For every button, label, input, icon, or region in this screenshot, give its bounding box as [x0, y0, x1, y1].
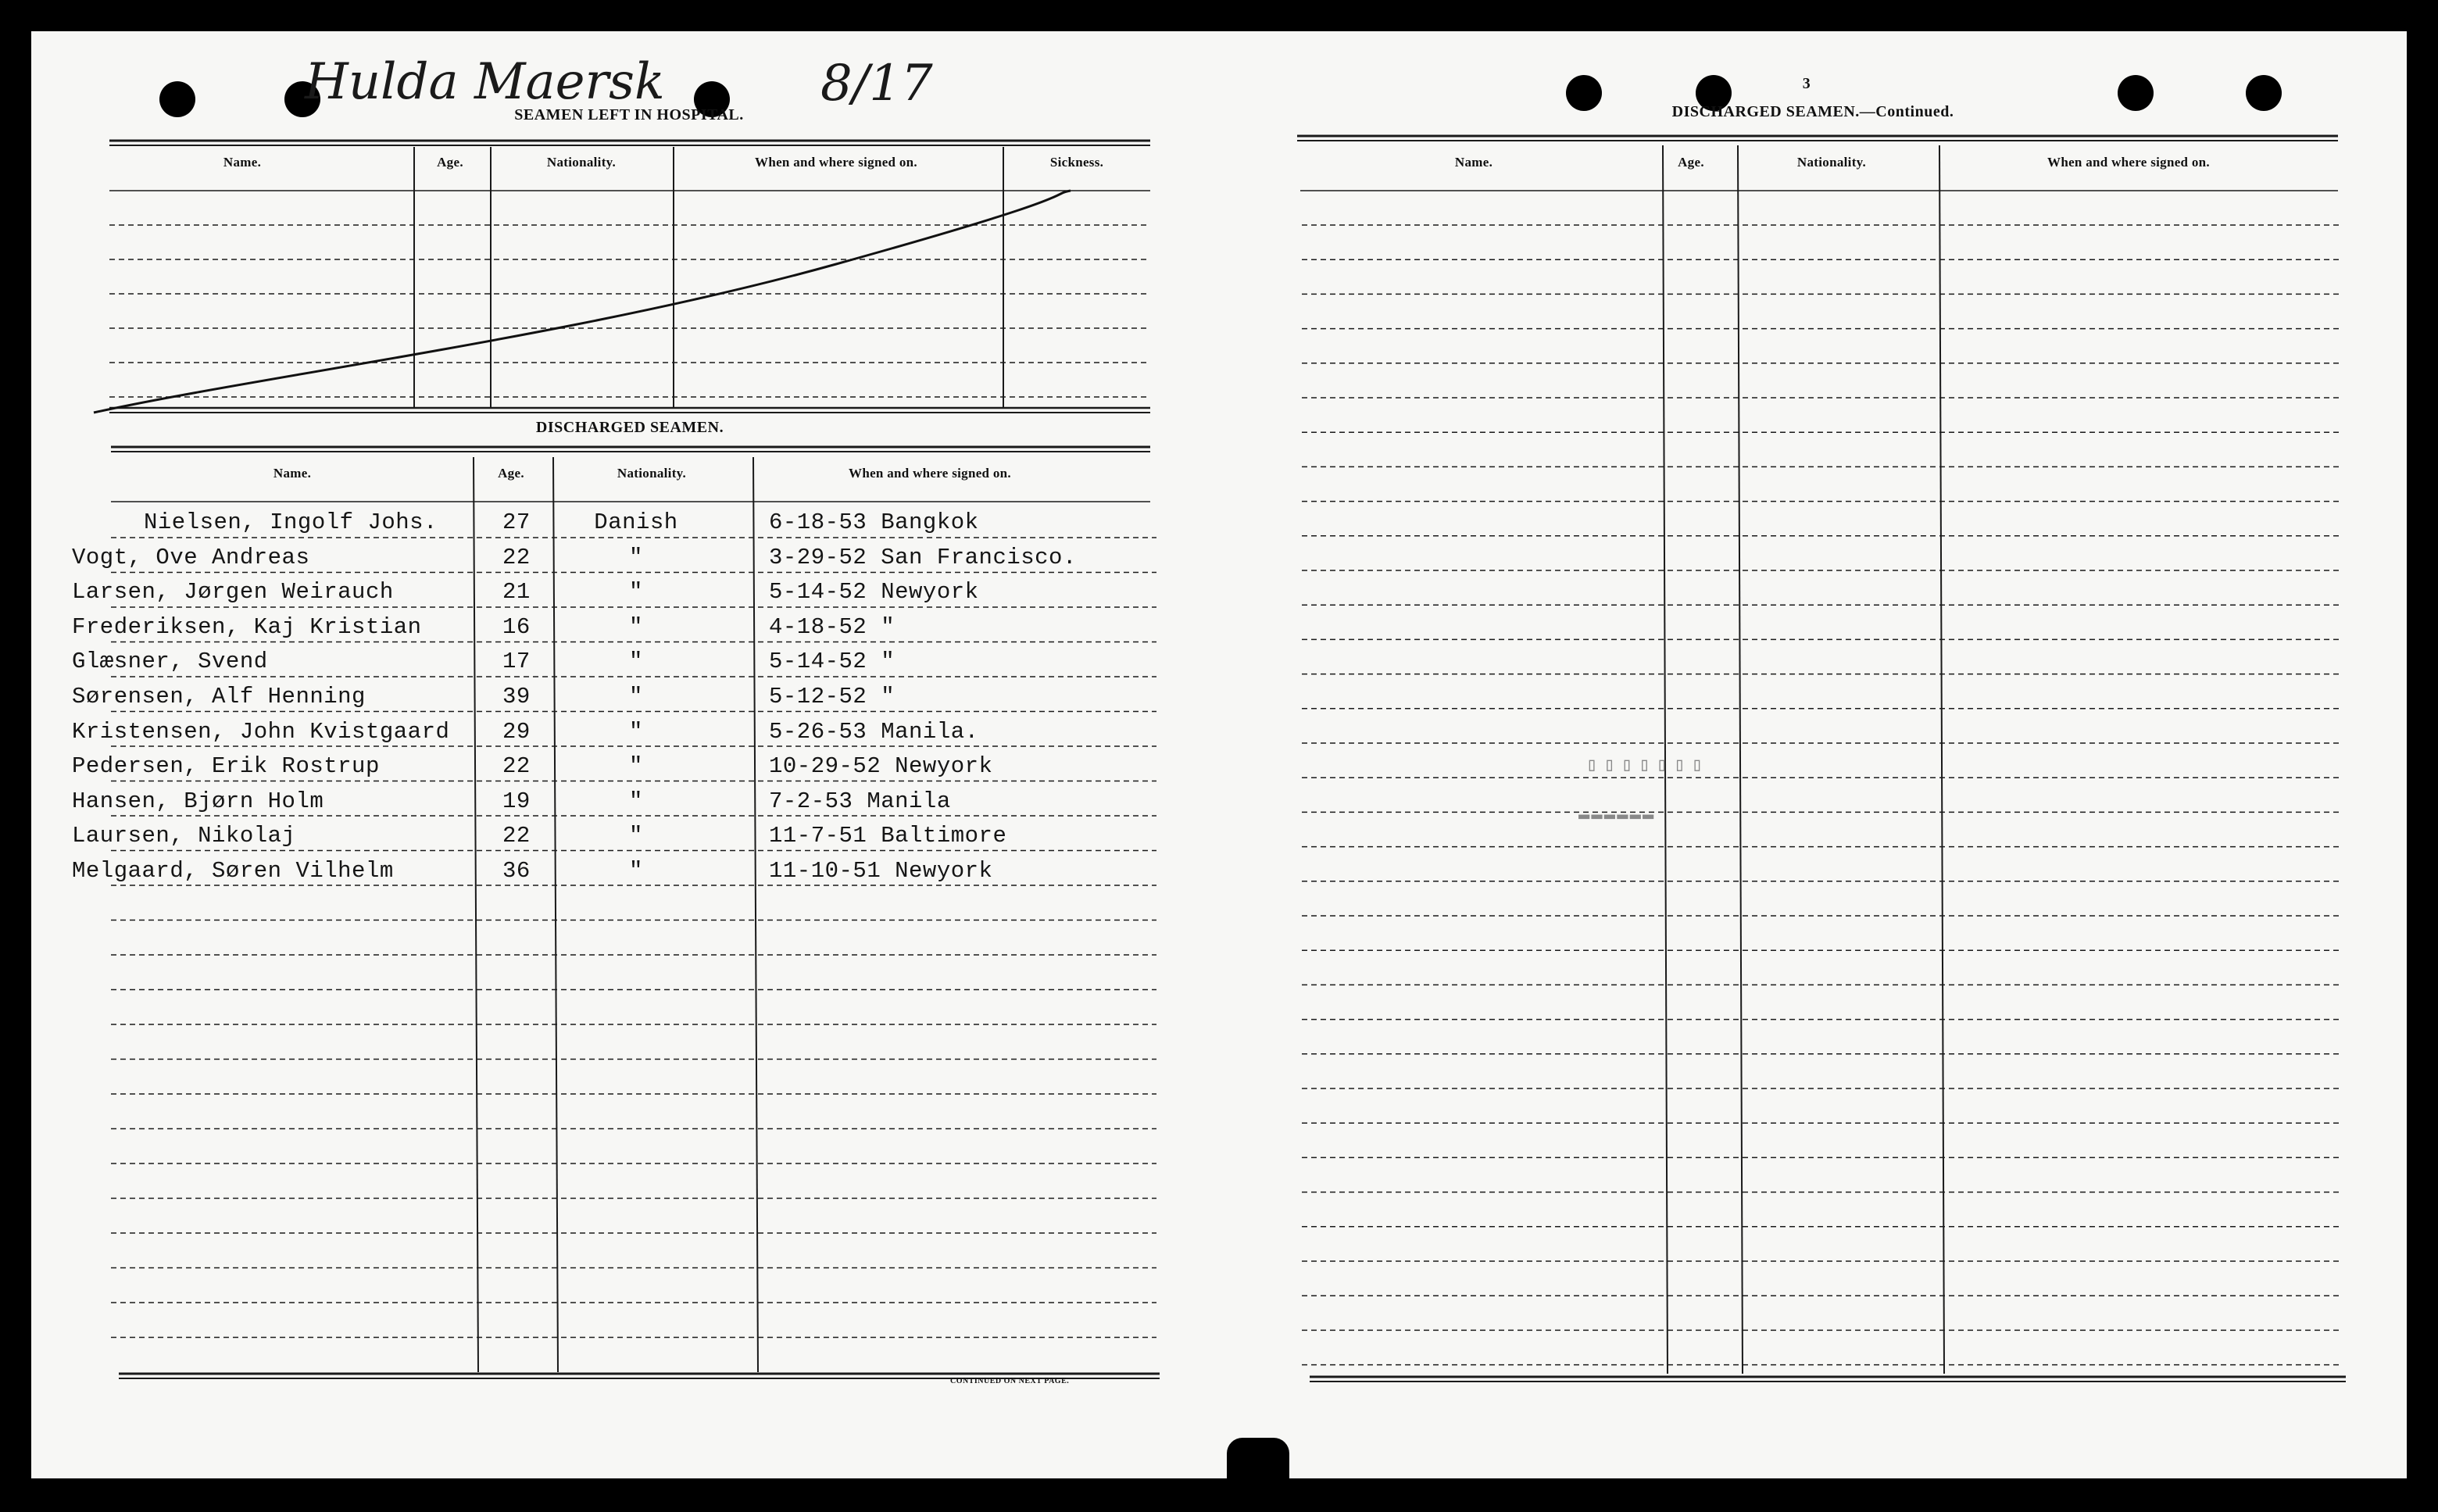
seaman-name: Sørensen, Alf Henning	[72, 684, 366, 710]
seaman-nationality: "	[629, 753, 643, 780]
seaman-signed-on: 11-7-51 Baltimore	[769, 823, 1007, 849]
hospital-header-sickness: Sickness.	[1049, 155, 1104, 170]
seaman-name: Laursen, Nikolaj	[72, 823, 296, 849]
seaman-name: Kristensen, John Kvistgaard	[72, 718, 450, 745]
seaman-signed-on: 5-14-52 "	[769, 649, 895, 675]
page-number: 3	[1802, 75, 1811, 92]
seaman-name: Glæsner, Svend	[72, 649, 268, 675]
handwritten-mark: 8/17	[820, 55, 933, 113]
seaman-name: Nielsen, Ingolf Johs.	[144, 509, 438, 535]
discharged-header-signed-on: When and where signed on.	[849, 466, 1011, 481]
seaman-name: Larsen, Jørgen Weirauch	[72, 579, 394, 606]
seaman-name: Pedersen, Erik Rostrup	[72, 753, 380, 780]
seaman-nationality: Danish	[594, 509, 678, 535]
seaman-nationality: "	[629, 684, 643, 710]
column-divider	[474, 457, 478, 1372]
seaman-age: 36	[502, 858, 531, 884]
discharged-header-nationality: Nationality.	[617, 466, 687, 481]
column-divider	[1738, 145, 1743, 1374]
seaman-signed-on: 10-29-52 Newyork	[769, 753, 993, 780]
hospital-header-name: Name.	[223, 155, 262, 170]
seaman-signed-on: 5-14-52 Newyork	[769, 579, 979, 606]
seaman-signed-on: 6-18-53 Bangkok	[769, 509, 979, 535]
seaman-nationality: "	[629, 823, 643, 849]
column-divider	[1939, 145, 1944, 1374]
seaman-age: 22	[502, 823, 531, 849]
continued-footer: CONTINUED ON NEXT PAGE.	[950, 1377, 1070, 1385]
seaman-nationality: "	[629, 718, 643, 745]
faint-stamp-mark: ▬▬▬▬▬▬	[1578, 805, 1656, 826]
seaman-name: Hansen, Bjørn Holm	[72, 788, 324, 814]
right-header-signed-on: When and where signed on.	[2047, 155, 2210, 170]
hospital-section-title: SEAMEN LEFT IN HOSPITAL.	[514, 106, 744, 123]
right-section-title: DISCHARGED SEAMEN.—Continued.	[1671, 103, 1954, 120]
seaman-signed-on: 3-29-52 San Francisco.	[769, 544, 1077, 570]
strike-through-line	[94, 191, 1071, 413]
seaman-name: Frederiksen, Kaj Kristian	[72, 613, 422, 640]
seaman-age: 39	[502, 684, 531, 710]
faint-stamp-mark: ▯▯▯▯▯▯▯	[1586, 756, 1710, 777]
punch-hole	[1566, 75, 1602, 111]
seaman-nationality: "	[629, 858, 643, 884]
seaman-signed-on: 4-18-52 "	[769, 613, 895, 640]
seaman-age: 17	[502, 649, 531, 675]
column-divider	[753, 457, 758, 1372]
discharged-header-age: Age.	[498, 466, 524, 481]
seaman-nationality: "	[629, 788, 643, 814]
right-header-name: Name.	[1454, 155, 1493, 170]
seaman-age: 22	[502, 753, 531, 780]
document-sheet	[31, 31, 2407, 1478]
punch-hole	[2246, 75, 2282, 111]
right-header-nationality: Nationality.	[1796, 155, 1867, 170]
binding-notch	[1227, 1438, 1289, 1478]
ruled-form-lines	[31, 31, 2407, 1478]
seaman-nationality: "	[629, 579, 643, 606]
seaman-signed-on: 7-2-53 Manila	[769, 788, 951, 814]
right-header-age: Age.	[1678, 155, 1704, 170]
seaman-signed-on: 5-26-53 Manila.	[769, 718, 979, 745]
column-divider	[553, 457, 558, 1372]
discharged-header-name: Name.	[273, 466, 312, 481]
handwritten-ship-name: Hulda Maersk	[305, 53, 665, 111]
seaman-age: 29	[502, 718, 531, 745]
seaman-age: 16	[502, 613, 531, 640]
seaman-age: 19	[502, 788, 531, 814]
seaman-age: 22	[502, 544, 531, 570]
seaman-nationality: "	[629, 613, 643, 640]
seaman-signed-on: 5-12-52 "	[769, 684, 895, 710]
hospital-header-signed-on: When and where signed on.	[755, 155, 917, 170]
seaman-nationality: "	[629, 649, 643, 675]
punch-hole	[159, 81, 195, 117]
seaman-signed-on: 11-10-51 Newyork	[769, 858, 993, 884]
hospital-header-nationality: Nationality.	[546, 155, 617, 170]
seaman-age: 21	[502, 579, 531, 606]
seaman-name: Vogt, Ove Andreas	[72, 544, 310, 570]
seaman-name: Melgaard, Søren Vilhelm	[72, 858, 394, 884]
seaman-age: 27	[502, 509, 531, 535]
punch-hole	[2118, 75, 2154, 111]
hospital-header-age: Age.	[437, 155, 463, 170]
seaman-nationality: "	[629, 544, 643, 570]
discharged-section-title: DISCHARGED SEAMEN.	[535, 419, 724, 436]
